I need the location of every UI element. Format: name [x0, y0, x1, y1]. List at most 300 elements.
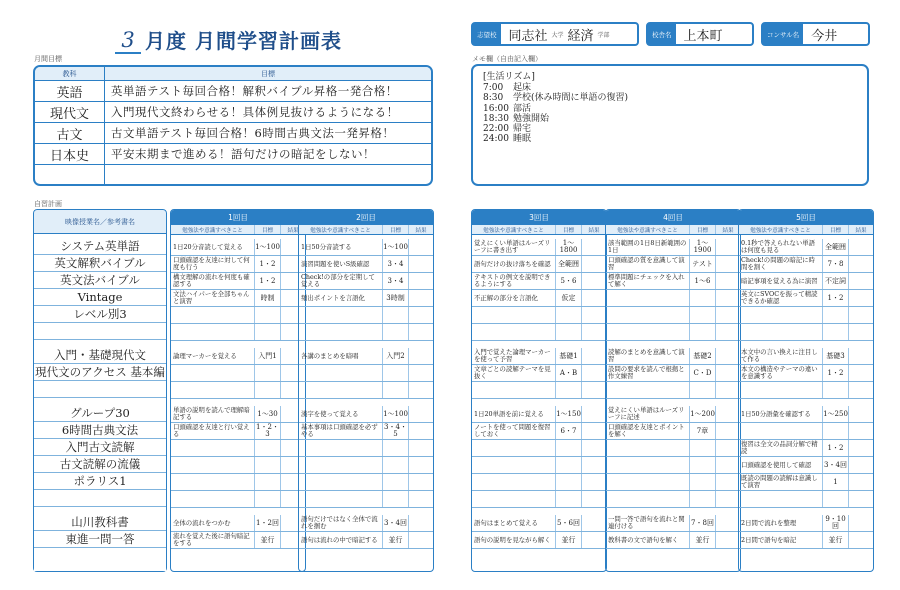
plan-row[interactable]: [606, 423, 740, 440]
plan-result[interactable]: [849, 532, 873, 548]
plan-row[interactable]: [606, 457, 740, 474]
plan-row[interactable]: [606, 239, 740, 256]
plan-goal: 基礎3: [823, 348, 849, 364]
goal-header: 目標: [823, 225, 849, 234]
plan-result[interactable]: [409, 348, 433, 364]
campus-field[interactable]: [646, 22, 754, 46]
plan-result[interactable]: [849, 348, 873, 364]
plan-row[interactable]: [739, 348, 873, 365]
plan-row[interactable]: [739, 365, 873, 382]
plan-result[interactable]: [716, 307, 740, 323]
plan-row[interactable]: [472, 532, 606, 549]
plan-row[interactable]: [472, 307, 606, 324]
method-header: 勉強法や意識すべきこと: [171, 225, 255, 234]
plan-row[interactable]: [171, 474, 305, 491]
plan-method: [606, 474, 690, 490]
goal-row[interactable]: [35, 81, 431, 102]
plan-method: テキストの例文を説明できるようにする: [472, 273, 556, 289]
plan-result[interactable]: [716, 440, 740, 456]
goal-row[interactable]: [35, 102, 431, 123]
plan-goal: [255, 307, 281, 323]
plan-row[interactable]: [299, 457, 433, 474]
book-title[interactable]: Vintage: [34, 289, 166, 306]
plan-row[interactable]: [171, 515, 305, 532]
plan-method: [472, 457, 556, 473]
plan-result[interactable]: [582, 457, 606, 473]
plan-method: 各講のまとめを暗唱: [299, 348, 383, 364]
plan-result[interactable]: [849, 491, 873, 507]
goal-text: 古文単語テスト毎回合格！6時間古典文法一発昇格！: [111, 126, 395, 140]
plan-goal: [823, 491, 849, 507]
plan-result[interactable]: [849, 273, 873, 289]
plan-row[interactable]: [739, 515, 873, 532]
week-column-2: [298, 209, 434, 572]
week-column-4: [605, 209, 741, 572]
plan-row[interactable]: [739, 273, 873, 290]
plan-method: [299, 324, 383, 340]
plan-result[interactable]: [849, 382, 873, 398]
book-title[interactable]: 6時間古典文法: [34, 422, 166, 439]
plan-result[interactable]: [409, 457, 433, 473]
plan-method: [606, 440, 690, 456]
plan-row[interactable]: [171, 256, 305, 273]
plan-goal: [255, 324, 281, 340]
goals-header: [35, 67, 431, 81]
plan-row[interactable]: [472, 382, 606, 399]
plan-result[interactable]: [409, 324, 433, 340]
school-tag: 志望校: [473, 24, 501, 44]
plan-result[interactable]: [716, 256, 740, 272]
plan-row[interactable]: [299, 406, 433, 423]
plan-result[interactable]: [716, 348, 740, 364]
plan-result[interactable]: [716, 491, 740, 507]
plan-goal: テスト: [690, 256, 716, 272]
plan-method: [472, 382, 556, 398]
plan-method: 1日20分音読して覚える: [171, 239, 255, 255]
memo-text: 学校(休み時間に単語の復習): [513, 93, 629, 104]
plan-label: 自習計画: [34, 200, 62, 208]
plan-row[interactable]: [472, 324, 606, 341]
plan-row[interactable]: [299, 239, 433, 256]
plan-result[interactable]: [582, 290, 606, 306]
plan-row[interactable]: [739, 532, 873, 549]
plan-method: [472, 324, 556, 340]
plan-goal: 1〜100: [383, 406, 409, 422]
plan-result[interactable]: [716, 324, 740, 340]
plan-result[interactable]: [849, 515, 873, 531]
plan-row[interactable]: [606, 256, 740, 273]
week-title: 4回目: [606, 210, 740, 225]
week-title: 1回目: [171, 210, 305, 225]
plan-result[interactable]: [409, 440, 433, 456]
plan-goal: 9・10回: [823, 515, 849, 531]
plan-result[interactable]: [716, 382, 740, 398]
plan-row[interactable]: [739, 457, 873, 474]
plan-row[interactable]: [739, 239, 873, 256]
plan-method: 口頭確認を友達と行い覚える: [171, 423, 255, 439]
plan-row[interactable]: [472, 239, 606, 256]
books-header: 映像授業名／参考書名: [33, 209, 167, 234]
plan-result[interactable]: [582, 515, 606, 531]
plan-result[interactable]: [716, 532, 740, 548]
week-title: 5回目: [739, 210, 873, 225]
plan-result[interactable]: [849, 457, 873, 473]
week-column-1: [170, 209, 306, 572]
plan-goal: 1・2: [255, 273, 281, 289]
plan-method: 2日間で語句を暗記: [739, 532, 823, 548]
plan-goal: 並行: [255, 532, 281, 548]
plan-method: 文法ハイパーを全部ちゃんと演習: [171, 290, 255, 306]
plan-goal: 7章: [690, 423, 716, 439]
plan-row[interactable]: [171, 348, 305, 365]
plan-goal: 全範囲: [556, 256, 582, 272]
plan-row[interactable]: [171, 406, 305, 423]
plan-method: 口頭確認を友達とポイントを解く: [606, 423, 690, 439]
goal-header: 目標: [556, 225, 582, 234]
plan-row[interactable]: [739, 423, 873, 440]
book-title[interactable]: [34, 490, 166, 507]
memo-time: 7:00: [483, 83, 504, 94]
plan-method: Check!の問題の暗記に時間を割く: [739, 256, 823, 272]
plan-method: ノートを使って問題を復習しておく: [472, 423, 556, 439]
plan-row[interactable]: [606, 440, 740, 457]
plan-result[interactable]: [716, 406, 740, 422]
plan-result[interactable]: [582, 423, 606, 439]
plan-result[interactable]: [849, 423, 873, 439]
plan-goal: 1〜100: [383, 239, 409, 255]
plan-row[interactable]: [472, 256, 606, 273]
plan-goal: [255, 491, 281, 507]
plan-row[interactable]: [472, 273, 606, 290]
plan-row[interactable]: [299, 348, 433, 365]
plan-method: [472, 440, 556, 456]
plan-row[interactable]: [606, 324, 740, 341]
plan-row[interactable]: [472, 423, 606, 440]
plan-row[interactable]: [739, 256, 873, 273]
plan-goal: [556, 440, 582, 456]
plan-row[interactable]: [299, 290, 433, 307]
plan-goal: 1・2: [823, 290, 849, 306]
plan-row[interactable]: [606, 273, 740, 290]
goals-subject-header: 教科: [35, 67, 105, 80]
book-title[interactable]: [34, 323, 166, 340]
book-title[interactable]: 入門古文読解: [34, 439, 166, 456]
plan-row[interactable]: [299, 515, 433, 532]
plan-row[interactable]: [171, 491, 305, 508]
plan-goal: 1〜200: [690, 406, 716, 422]
plan-row[interactable]: [739, 474, 873, 491]
plan-result[interactable]: [716, 273, 740, 289]
memo-text: 睡眠: [513, 134, 532, 145]
plan-method: 1日50分音読する: [299, 239, 383, 255]
plan-row[interactable]: [299, 324, 433, 341]
plan-method: 口頭確認を友達に対して何度も行う: [171, 256, 255, 272]
plan-method: 頻出ポイントを言語化: [299, 290, 383, 306]
plan-result[interactable]: [582, 440, 606, 456]
memo-time: 22:00: [483, 124, 509, 135]
plan-method: [606, 382, 690, 398]
plan-goal: [823, 307, 849, 323]
plan-result[interactable]: [582, 491, 606, 507]
plan-row[interactable]: [299, 382, 433, 399]
plan-row[interactable]: [472, 348, 606, 365]
plan-method: 復習は全文の品詞分解で精読: [739, 440, 823, 456]
plan-result[interactable]: [409, 532, 433, 548]
plan-method: [472, 307, 556, 323]
book-title[interactable]: システム英単語: [34, 238, 166, 255]
plan-result[interactable]: [409, 365, 433, 381]
plan-method: [739, 307, 823, 323]
plan-row[interactable]: [739, 382, 873, 399]
plan-result[interactable]: [582, 406, 606, 422]
plan-method: 基本事項は口頭確認を必ずやる: [299, 423, 383, 439]
plan-row[interactable]: [606, 532, 740, 549]
plan-goal: 1〜250: [823, 406, 849, 422]
goal-row[interactable]: [35, 165, 431, 186]
plan-method: 標準問題にチェックを入れて解く: [606, 273, 690, 289]
plan-result[interactable]: [849, 307, 873, 323]
plan-result[interactable]: [409, 515, 433, 531]
plan-row[interactable]: [472, 365, 606, 382]
plan-result[interactable]: [582, 324, 606, 340]
plan-goal: 5・6: [556, 273, 582, 289]
plan-goal: 並行: [823, 532, 849, 548]
plan-goal: [690, 307, 716, 323]
plan-result[interactable]: [409, 273, 433, 289]
school-field[interactable]: [471, 22, 639, 46]
plan-row[interactable]: [739, 307, 873, 324]
plan-result[interactable]: [716, 515, 740, 531]
plan-row[interactable]: [171, 423, 305, 440]
plan-method: [171, 440, 255, 456]
plan-goal: 6・7: [556, 423, 582, 439]
plan-row[interactable]: [739, 406, 873, 423]
plan-method: 本文の構造やテーマの違いを意識する: [739, 365, 823, 381]
plan-result[interactable]: [849, 324, 873, 340]
plan-row[interactable]: [739, 440, 873, 457]
plan-result[interactable]: [716, 457, 740, 473]
plan-method: 語句だけではなく全体で流れを掴む: [299, 515, 383, 531]
books-column: [33, 209, 167, 572]
school-value: 同志社: [508, 28, 548, 44]
memo-text: 勉強開始: [513, 113, 550, 124]
plan-method: [171, 474, 255, 490]
plan-result[interactable]: [716, 239, 740, 255]
plan-row[interactable]: [472, 440, 606, 457]
plan-result[interactable]: [409, 474, 433, 490]
plan-row[interactable]: [606, 348, 740, 365]
plan-row[interactable]: [299, 273, 433, 290]
campus-value: 上本町: [683, 28, 723, 44]
plan-result[interactable]: [582, 348, 606, 364]
plan-method: [739, 324, 823, 340]
book-title[interactable]: 入門・基礎現代文: [34, 347, 166, 364]
goal-subject: 英語: [35, 81, 105, 101]
plan-result[interactable]: [716, 474, 740, 490]
plan-row[interactable]: [171, 273, 305, 290]
plan-row[interactable]: [299, 474, 433, 491]
plan-row[interactable]: [299, 423, 433, 440]
plan-row[interactable]: [606, 515, 740, 532]
plan-result[interactable]: [582, 474, 606, 490]
plan-method: 流れを覚えた後に語句暗記をする: [171, 532, 255, 548]
plan-result[interactable]: [716, 290, 740, 306]
plan-row[interactable]: [299, 440, 433, 457]
plan-method: 覚えにくい単語はルーズリーフに書き出す: [472, 239, 556, 255]
book-title[interactable]: 英文法バイブル: [34, 272, 166, 289]
plan-goal: [690, 457, 716, 473]
plan-method: [472, 491, 556, 507]
plan-result[interactable]: [582, 273, 606, 289]
plan-row[interactable]: [606, 491, 740, 508]
plan-goal: [823, 324, 849, 340]
consultant-value: 今井: [811, 28, 838, 44]
plan-row[interactable]: [299, 491, 433, 508]
plan-result[interactable]: [409, 382, 433, 398]
book-title[interactable]: ポラリス1: [34, 473, 166, 490]
plan-method: 入門で覚えた論理マーカーを使って予習: [472, 348, 556, 364]
plan-row[interactable]: [171, 239, 305, 256]
plan-row[interactable]: [739, 324, 873, 341]
plan-row[interactable]: [299, 256, 433, 273]
plan-result[interactable]: [409, 239, 433, 255]
plan-goal: [823, 382, 849, 398]
plan-row[interactable]: [472, 474, 606, 491]
method-header: 勉強法や意識すべきこと: [739, 225, 823, 234]
plan-goal: 入門2: [383, 348, 409, 364]
plan-method: 該当範囲の1日8日新範囲の1日: [606, 239, 690, 255]
plan-result[interactable]: [849, 365, 873, 381]
goal-row[interactable]: [35, 144, 431, 165]
plan-result[interactable]: [849, 256, 873, 272]
book-title[interactable]: 英文解釈バイブル: [34, 255, 166, 272]
plan-result[interactable]: [716, 365, 740, 381]
plan-row[interactable]: [472, 491, 606, 508]
plan-goal: [556, 324, 582, 340]
plan-method: 1日20単語を前に覚える: [472, 406, 556, 422]
plan-goal: 並行: [556, 532, 582, 548]
plan-row[interactable]: [606, 290, 740, 307]
plan-row[interactable]: [606, 365, 740, 382]
book-title[interactable]: 東進一問一答: [34, 531, 166, 548]
plan-method: 設問の要求を読んで根拠と作文練習: [606, 365, 690, 381]
title-text: 月度 月間学習計画表: [145, 29, 342, 53]
plan-result[interactable]: [716, 423, 740, 439]
plan-row[interactable]: [472, 406, 606, 423]
book-title[interactable]: 古文読解の流儀: [34, 456, 166, 473]
plan-result[interactable]: [582, 532, 606, 548]
plan-method: 文章ごとの読解テーマを見抜く: [472, 365, 556, 381]
plan-result[interactable]: [582, 365, 606, 381]
plan-result[interactable]: [409, 491, 433, 507]
plan-method: 読解のまとめを意識して演習: [606, 348, 690, 364]
plan-goal: [383, 440, 409, 456]
plan-goal: 1・2: [823, 365, 849, 381]
plan-row[interactable]: [171, 382, 305, 399]
plan-row[interactable]: [606, 382, 740, 399]
plan-row[interactable]: [171, 307, 305, 324]
plan-row[interactable]: [606, 474, 740, 491]
book-title[interactable]: グループ30: [34, 405, 166, 422]
plan-goal: 1〜100: [255, 239, 281, 255]
memo-time: 16:00: [483, 103, 509, 114]
book-title[interactable]: レベル別3: [34, 306, 166, 323]
plan-result[interactable]: [849, 406, 873, 422]
plan-result[interactable]: [409, 423, 433, 439]
goal-header: 目標: [383, 225, 409, 234]
plan-row[interactable]: [171, 457, 305, 474]
plan-result[interactable]: [849, 239, 873, 255]
plan-goal: 1・2: [823, 440, 849, 456]
plan-goal: 1〜1900: [690, 239, 716, 255]
plan-result[interactable]: [582, 307, 606, 323]
plan-row[interactable]: [171, 365, 305, 382]
plan-method: [299, 382, 383, 398]
plan-result[interactable]: [582, 382, 606, 398]
plan-row[interactable]: [739, 290, 873, 307]
plan-goal: 5・6回: [556, 515, 582, 531]
plan-goal: 7・8: [823, 256, 849, 272]
plan-row[interactable]: [606, 406, 740, 423]
plan-row[interactable]: [171, 440, 305, 457]
plan-result[interactable]: [409, 406, 433, 422]
plan-result[interactable]: [849, 474, 873, 490]
plan-row[interactable]: [739, 491, 873, 508]
plan-result[interactable]: [409, 290, 433, 306]
plan-row[interactable]: [299, 365, 433, 382]
plan-row[interactable]: [606, 307, 740, 324]
goal-row[interactable]: [35, 123, 431, 144]
plan-method: [606, 307, 690, 323]
plan-result[interactable]: [582, 256, 606, 272]
plan-goal: [556, 491, 582, 507]
goal-subject: 日本史: [35, 144, 105, 164]
plan-goal: 3・4: [383, 256, 409, 272]
plan-goal: 3・4: [383, 273, 409, 289]
memo-box[interactable]: [471, 64, 869, 186]
plan-goal: 1〜6: [690, 273, 716, 289]
plan-row[interactable]: [171, 532, 305, 549]
plan-result[interactable]: [849, 440, 873, 456]
book-title[interactable]: 山川教科書: [34, 514, 166, 531]
book-title[interactable]: 現代文のアクセス 基本編: [35, 365, 165, 379]
plan-row[interactable]: [472, 290, 606, 307]
consultant-field[interactable]: [761, 22, 870, 46]
plan-goal: 1・2回: [255, 515, 281, 531]
memo-entry: [483, 83, 857, 93]
plan-row[interactable]: [171, 290, 305, 307]
plan-result[interactable]: [409, 307, 433, 323]
plan-row[interactable]: [171, 324, 305, 341]
plan-method: [171, 457, 255, 473]
plan-result[interactable]: [409, 256, 433, 272]
plan-method: 口頭確認の質を意識して演習: [606, 256, 690, 272]
plan-goal: 1: [823, 474, 849, 490]
book-title[interactable]: [34, 381, 166, 398]
plan-row[interactable]: [472, 515, 606, 532]
plan-row[interactable]: [299, 532, 433, 549]
goal-header: 目標: [255, 225, 281, 234]
goals-label: 月間目標: [34, 55, 62, 63]
plan-result[interactable]: [582, 239, 606, 255]
plan-row[interactable]: [472, 457, 606, 474]
plan-method: [171, 307, 255, 323]
goal-text: 入門現代文終わらせる！具体例見抜けるようになる！: [111, 105, 399, 119]
plan-result[interactable]: [849, 290, 873, 306]
plan-row[interactable]: [299, 307, 433, 324]
week-subheader: [299, 225, 433, 235]
plan-goal: C・D: [690, 365, 716, 381]
